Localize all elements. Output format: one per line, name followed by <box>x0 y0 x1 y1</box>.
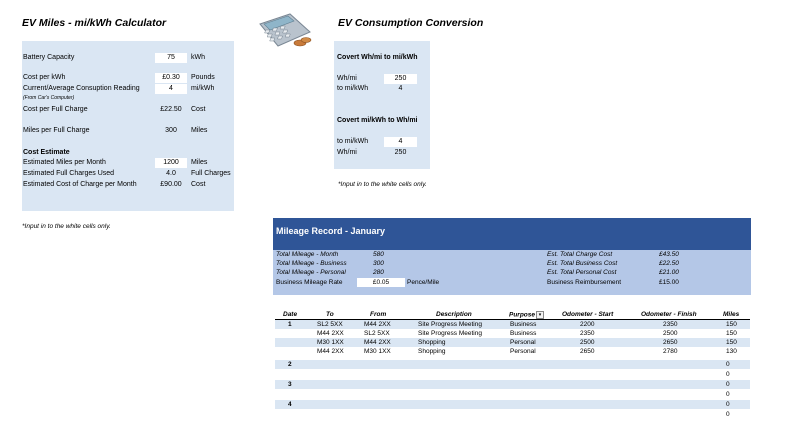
cell-purpose[interactable]: Personal <box>510 339 536 346</box>
est-charges-unit: Full Charges <box>191 170 231 177</box>
miles-full-unit: Miles <box>191 127 208 134</box>
row-stripe <box>275 360 750 369</box>
cell-odo-start[interactable]: 2650 <box>580 348 595 355</box>
cell-odo-start[interactable]: 2350 <box>580 330 595 337</box>
cell-to[interactable]: M30 1XX <box>317 339 344 346</box>
calculator-note: *Input in to the white cells only. <box>22 223 111 230</box>
est-cost-unit: Cost <box>191 181 206 188</box>
cell-miles[interactable]: 0 <box>726 381 730 388</box>
cost-per-kwh-input[interactable]: £0.30 <box>155 73 187 83</box>
cell-purpose[interactable]: Business <box>510 330 537 337</box>
miles-full-label: Miles per Full Charge <box>23 127 90 134</box>
col-to: To <box>326 311 334 318</box>
cell-date[interactable]: 3 <box>288 381 292 388</box>
cell-miles[interactable]: 0 <box>726 361 730 368</box>
cost-per-kwh-label: Cost per kWh <box>23 74 66 81</box>
cell-date[interactable]: 1 <box>288 321 292 328</box>
total-business-value: 300 <box>373 260 384 267</box>
cell-odo-finish[interactable]: 2650 <box>663 339 678 346</box>
consumption-subnote: (From Car's Computer) <box>23 95 75 101</box>
cell-to[interactable]: M44 2XX <box>317 348 344 355</box>
cell-description[interactable]: Shopping <box>418 348 446 355</box>
est-miles-unit: Miles <box>191 159 208 166</box>
cell-miles[interactable]: 0 <box>726 401 730 408</box>
cell-miles[interactable]: 150 <box>726 321 737 328</box>
cost-estimate-heading: Cost Estimate <box>23 149 70 156</box>
cell-to[interactable]: SL2 5XX <box>317 321 343 328</box>
reimb-label: Business Reimbursement <box>547 279 622 286</box>
cell-odo-finish[interactable]: 2500 <box>663 330 678 337</box>
cell-from[interactable]: M44 2XX <box>364 321 391 328</box>
mileage-summary <box>273 250 751 295</box>
mileage-header <box>273 218 751 250</box>
cell-odo-start[interactable]: 2200 <box>580 321 595 328</box>
whmi-label: Wh/mi <box>337 75 357 82</box>
total-business-label: Total Mileage - Business <box>276 260 347 267</box>
col-odo-finish: Odometer - Finish <box>641 311 697 318</box>
consumption-input[interactable]: 4 <box>155 84 187 94</box>
cost-full-value: £22.50 <box>160 106 182 113</box>
cost-full-label: Cost per Full Charge <box>23 106 88 113</box>
cost-full-unit: Cost <box>191 106 206 113</box>
est-personal-value: £21.00 <box>659 269 679 276</box>
est-cost-value: £90.00 <box>160 181 182 188</box>
conversion-panel <box>334 41 430 169</box>
est-miles-label: Estimated Miles per Month <box>23 159 106 166</box>
cell-odo-start[interactable]: 2500 <box>580 339 595 346</box>
calculator-panel <box>22 41 234 211</box>
mileage-title: Mileage Record - January <box>276 226 386 236</box>
cell-miles[interactable]: 0 <box>726 391 730 398</box>
reimb-value: £15.00 <box>659 279 679 286</box>
whmi-2-value: 250 <box>394 149 407 156</box>
est-cost-label: Estimated Cost of Charge per Month <box>23 181 137 188</box>
total-personal-value: 280 <box>373 269 384 276</box>
total-month-label: Total Mileage - Month <box>276 251 339 258</box>
rate-unit: Pence/Mile <box>407 279 440 286</box>
battery-capacity-input[interactable]: 75 <box>155 53 187 63</box>
conversion-heading-2: Covert mi/kWh to Wh/mi <box>337 117 418 124</box>
cell-to[interactable]: M44 2XX <box>317 330 344 337</box>
cell-miles[interactable]: 0 <box>726 371 730 378</box>
whmi-2-label: Wh/mi <box>337 149 357 156</box>
cell-odo-finish[interactable]: 2350 <box>663 321 678 328</box>
calculator-title: EV Miles - mi/kWh Calculator <box>22 17 167 29</box>
est-charges-value: 4.0 <box>166 170 176 177</box>
cell-description[interactable]: Site Progress Meeting <box>418 321 482 328</box>
cell-miles[interactable]: 0 <box>726 411 730 418</box>
battery-capacity-label: Battery Capacity <box>23 54 75 61</box>
rate-label: Business Mileage Rate <box>276 279 343 286</box>
col-description: Description <box>436 311 472 318</box>
cell-purpose[interactable]: Business <box>510 321 537 328</box>
rate-input[interactable]: £0.05 <box>357 278 405 287</box>
row-stripe <box>275 380 750 389</box>
cost-per-kwh-unit: Pounds <box>191 74 215 81</box>
total-month-value: 580 <box>373 251 384 258</box>
to-mikwh-label: to mi/kWh <box>337 85 369 92</box>
est-total-label: Est. Total Charge Cost <box>547 251 613 258</box>
cell-date[interactable]: 2 <box>288 361 292 368</box>
row-stripe <box>275 400 750 409</box>
conversion-title: EV Consumption Conversion <box>338 17 484 29</box>
col-from: From <box>370 311 387 318</box>
est-personal-label: Est. Total Personal Cost <box>547 269 617 276</box>
to-mikwh-2-label: to mi/kWh <box>337 138 369 145</box>
whmi-input[interactable]: 250 <box>384 74 417 84</box>
est-miles-input[interactable]: 1200 <box>155 158 187 168</box>
col-purpose-label: Purpose <box>509 311 536 319</box>
mikwh-input[interactable]: 4 <box>384 137 417 147</box>
cell-odo-finish[interactable]: 2780 <box>663 348 678 355</box>
cell-description[interactable]: Site Progress Meeting <box>418 330 482 337</box>
est-business-value: £22.50 <box>659 260 679 267</box>
consumption-unit: mi/kWh <box>191 85 215 92</box>
consumption-label: Current/Average Consuption Reading <box>23 85 140 92</box>
cell-purpose[interactable]: Personal <box>510 348 536 355</box>
cell-miles[interactable]: 130 <box>726 348 737 355</box>
col-purpose <box>509 311 544 319</box>
col-date: Date <box>283 311 298 318</box>
to-mikwh-value: 4 <box>398 85 403 92</box>
dropdown-arrow-icon[interactable]: ▾ <box>536 311 544 319</box>
cell-from[interactable]: M30 1XX <box>364 348 391 355</box>
battery-capacity-unit: kWh <box>191 54 205 61</box>
conversion-heading-1: Covert Wh/mi to mi/kWh <box>337 54 418 61</box>
cell-date[interactable]: 4 <box>288 401 292 408</box>
calculator-icon <box>256 10 314 50</box>
col-miles: Miles <box>723 311 740 318</box>
cell-from[interactable]: SL2 5XX <box>364 330 390 337</box>
col-odo-start: Odometer - Start <box>562 311 614 318</box>
est-charges-label: Estimated Full Charges Used <box>23 170 115 177</box>
cell-description[interactable]: Shopping <box>418 339 446 346</box>
miles-full-value: 300 <box>165 127 177 134</box>
est-total-value: £43.50 <box>659 251 679 258</box>
cell-miles[interactable]: 150 <box>726 339 737 346</box>
est-business-label: Est. Total Business Cost <box>547 260 618 267</box>
conversion-note: *Input in to the white cells only. <box>338 181 427 188</box>
cell-from[interactable]: M44 2XX <box>364 339 391 346</box>
cell-miles[interactable]: 150 <box>726 330 737 337</box>
total-personal-label: Total Mileage - Personal <box>276 269 346 276</box>
